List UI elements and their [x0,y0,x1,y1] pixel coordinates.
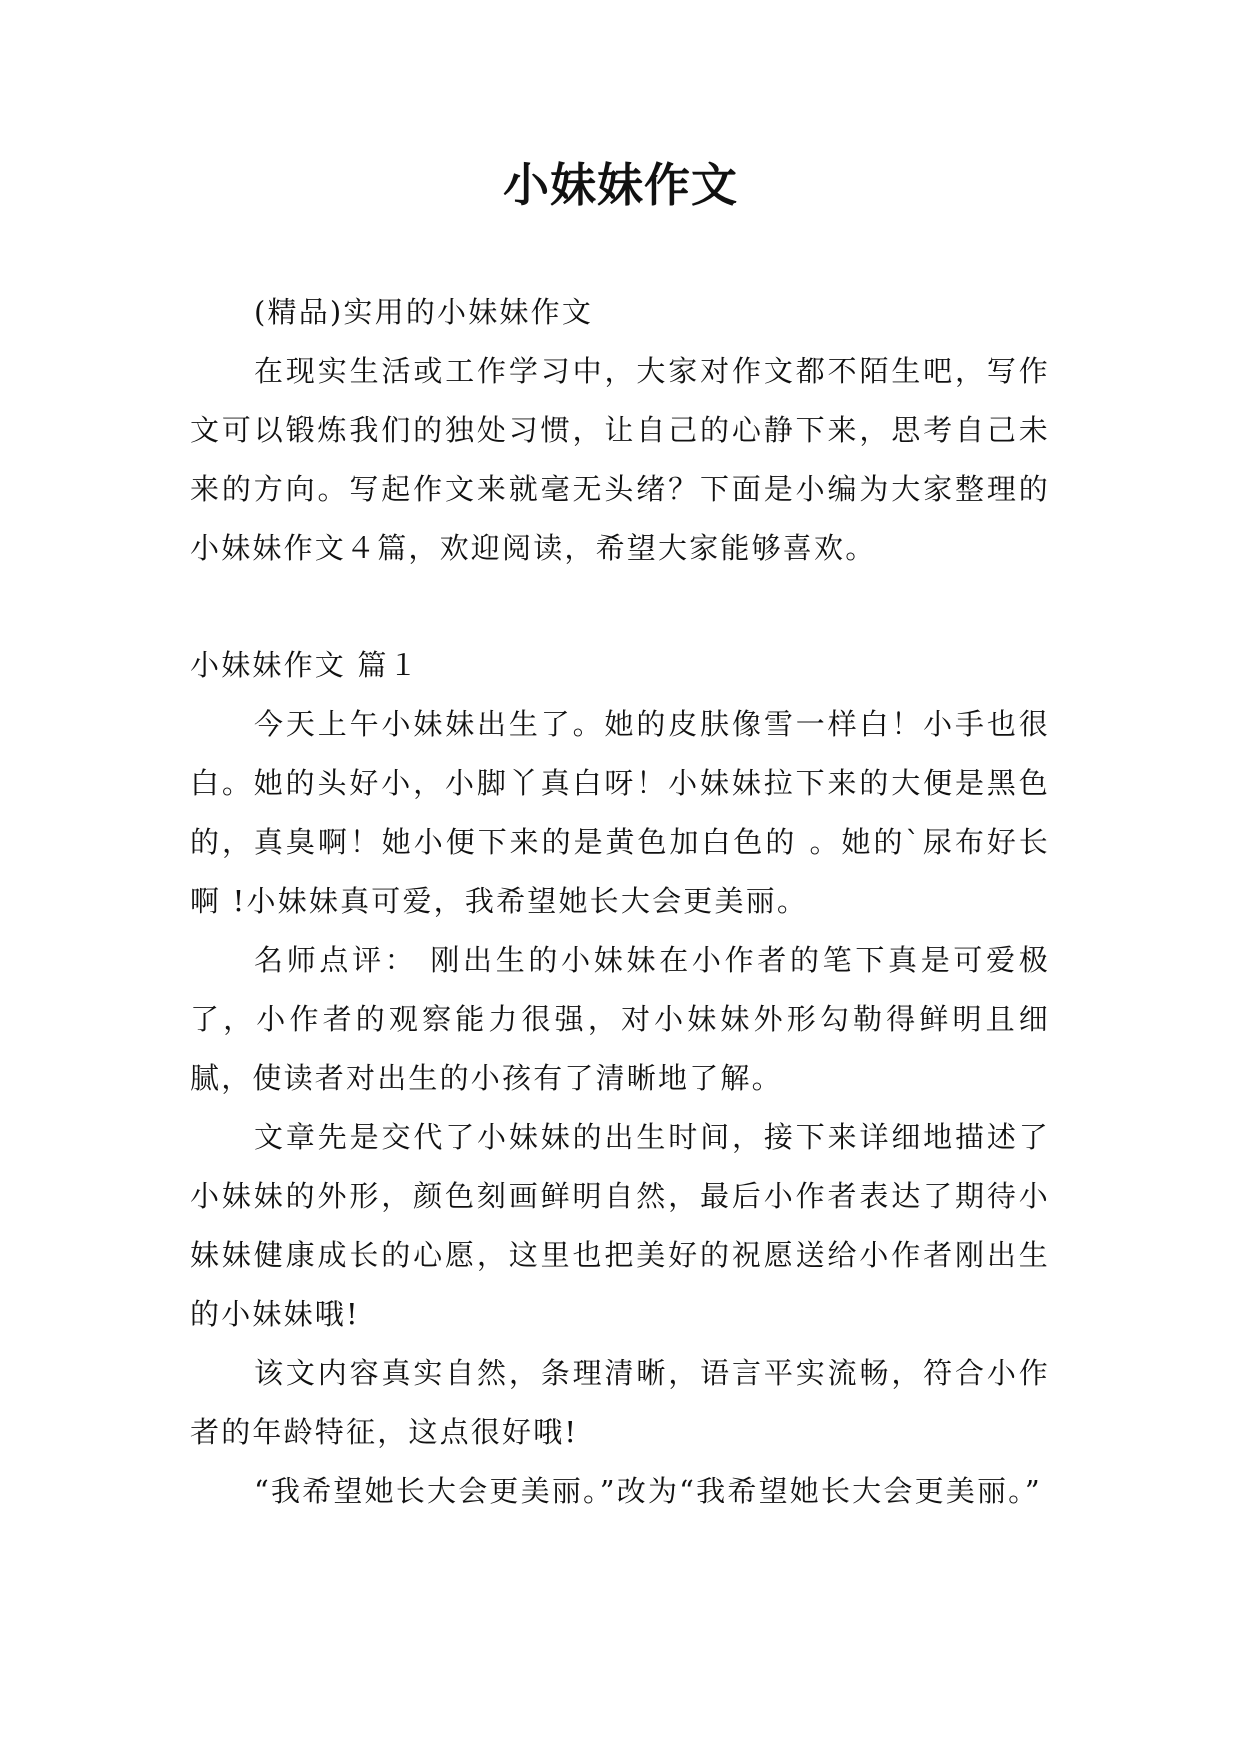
teacher-comment-paragraph: 名师点评： 刚出生的小妹妹在小作者的笔下真是可爱极了，小作者的观察能力很强，对小妹妹外形勾勒得鲜明且细腻，使读者对出生的小孩有了清晰地了解。 [190,943,1050,1095]
document-body [190,283,1050,1521]
document-subtitle: (精品)实用的小妹妹作文 [254,295,594,329]
essay-paragraph: 今天上午小妹妹出生了。她的皮肤像雪一样白！小手也很白。她的头好小，小脚丫真白呀！小妹妹拉下来的大便是黑色的，真臭啊！她小便下来的是黄色加白色的 。她的`尿布好长啊 !小妹妹真可爱，我希望她长大会更美丽。 [190,707,1050,918]
document-title: 小妹妹作文 [503,158,738,212]
section-spacer [190,578,1050,636]
intro-paragraph: 在现实生活或工作学习中，大家对作文都不陌生吧，写作文可以锻炼我们的独处习惯，让自己的心静下来，思考自己未来的方向。写起作文来就毫无头绪？下面是小编为大家整理的小妹妹作文４篇，欢迎阅读，希望大家能够喜欢。 [190,354,1050,565]
correction-paragraph: “我希望她长大会更美丽。”改为“我希望她长大会更美丽。” [254,1474,1042,1508]
section-heading: 小妹妹作文 篇１ [190,648,420,682]
analysis-paragraph: 文章先是交代了小妹妹的出生时间，接下来详细地描述了小妹妹的外形，颜色刻画鲜明自然，最后小作者表达了期待小妹妹健康成长的心愿，这里也把美好的祝愿送给小作者刚出生的小妹妹哦! [190,1120,1050,1331]
evaluation-paragraph: 该文内容真实自然，条理清晰，语言平实流畅，符合小作者的年龄特征，这点很好哦! [190,1356,1050,1449]
